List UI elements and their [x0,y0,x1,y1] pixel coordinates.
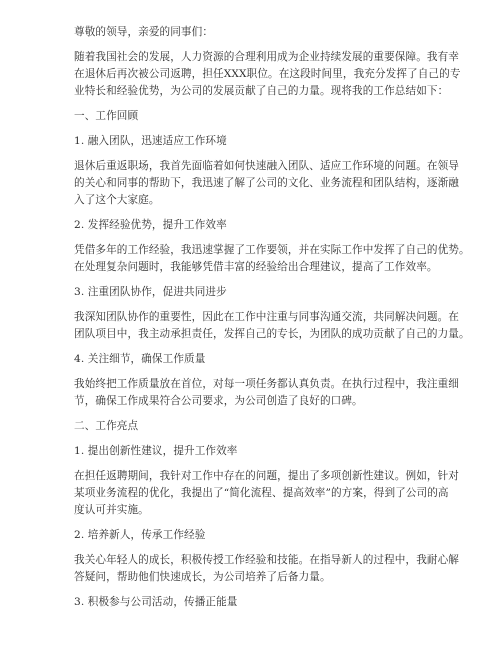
intro-line: 随着我国社会的发展，人力资源的合理利用成为企业持续发展的重要保障。我有幸 [74,51,459,63]
paragraph-line: 某项业务流程的优化，我提出了“简化流程、提高效率”的方案，得到了公司的高 [74,487,449,499]
item-title: 3. 注重团队协作，促进共同进步 [74,286,227,298]
item-title: 1. 融入团队，迅速适应工作环境 [74,135,227,147]
paragraph-line: 节，确保工作成果符合公司要求，为公司创造了良好的口碑。 [74,395,363,407]
item-paragraph [74,158,459,209]
item-paragraph [74,468,459,519]
document-page [74,24,470,619]
item-paragraph [74,242,470,276]
item-paragraph [74,309,470,343]
item-title: 2. 发挥经验优势，提升工作效率 [74,219,227,231]
intro-paragraph [74,49,461,100]
paragraph-line: 我始终把工作质量放在首位，对每一项任务都认真负责。在执行过程中，我注重细 [74,378,459,390]
paragraph-line: 退休后重返职场，我首先面临着如何快速融入团队、适应工作环境的问题。在领导 [74,160,459,172]
paragraph-line: 在担任返聘期间，我针对工作中存在的问题，提出了多项创新性建议。例如，针对 [74,470,459,482]
paragraph-line: 我关心年轻人的成长，积极传授工作经验和技能。在指导新人的过程中，我耐心解 [74,554,459,566]
intro-line: 在退休后再次被公司返聘，担任XXX职位。在这段时间里，我充分发挥了自己的专 [74,68,461,80]
paragraph-line: 度认可并实施。 [74,504,149,516]
paragraph-line: 在处理复杂问题时，我能够凭借丰富的经验给出合理建议，提高了工作效率。 [74,261,438,273]
paragraph-line: 的关心和同事的帮助下，我迅速了解了公司的文化、业务流程和团队结构，逐渐融 [74,177,459,189]
intro-line: 业特长和经验优势，为公司的发展贡献了自己的力量。现将我的工作总结如下： [74,85,449,97]
item-paragraph [74,376,459,410]
paragraph-line: 团队项目中，我主动承担责任，发挥自己的专长，为团队的成功贡献了自己的力量。 [74,328,470,340]
item-title: 3. 积极参与公司活动，传播正能量 [74,596,238,608]
greeting: 尊敬的领导，亲爱的同事们： [74,26,214,38]
item-paragraph [74,552,459,586]
item-title: 4. 关注细节，确保工作质量 [74,353,206,365]
paragraph-line: 入了这个大家庭。 [74,194,160,206]
paragraph-line: 我深知团队协作的重要性，因此在工作中注重与同事沟通交流，共同解决问题。在 [74,311,459,323]
section-title-review: 一、工作回顾 [74,110,139,122]
item-title: 1. 提出创新性建议，提升工作效率 [74,445,238,457]
paragraph-line: 凭借多年的工作经验，我迅速掌握了工作要领，并在实际工作中发挥了自己的优势。 [74,244,470,256]
paragraph-line: 答疑问，帮助他们快速成长，为公司培养了后备力量。 [74,571,331,583]
item-title: 2. 培养新人，传承工作经验 [74,529,206,541]
section-title-highlights: 二、工作亮点 [74,420,139,432]
